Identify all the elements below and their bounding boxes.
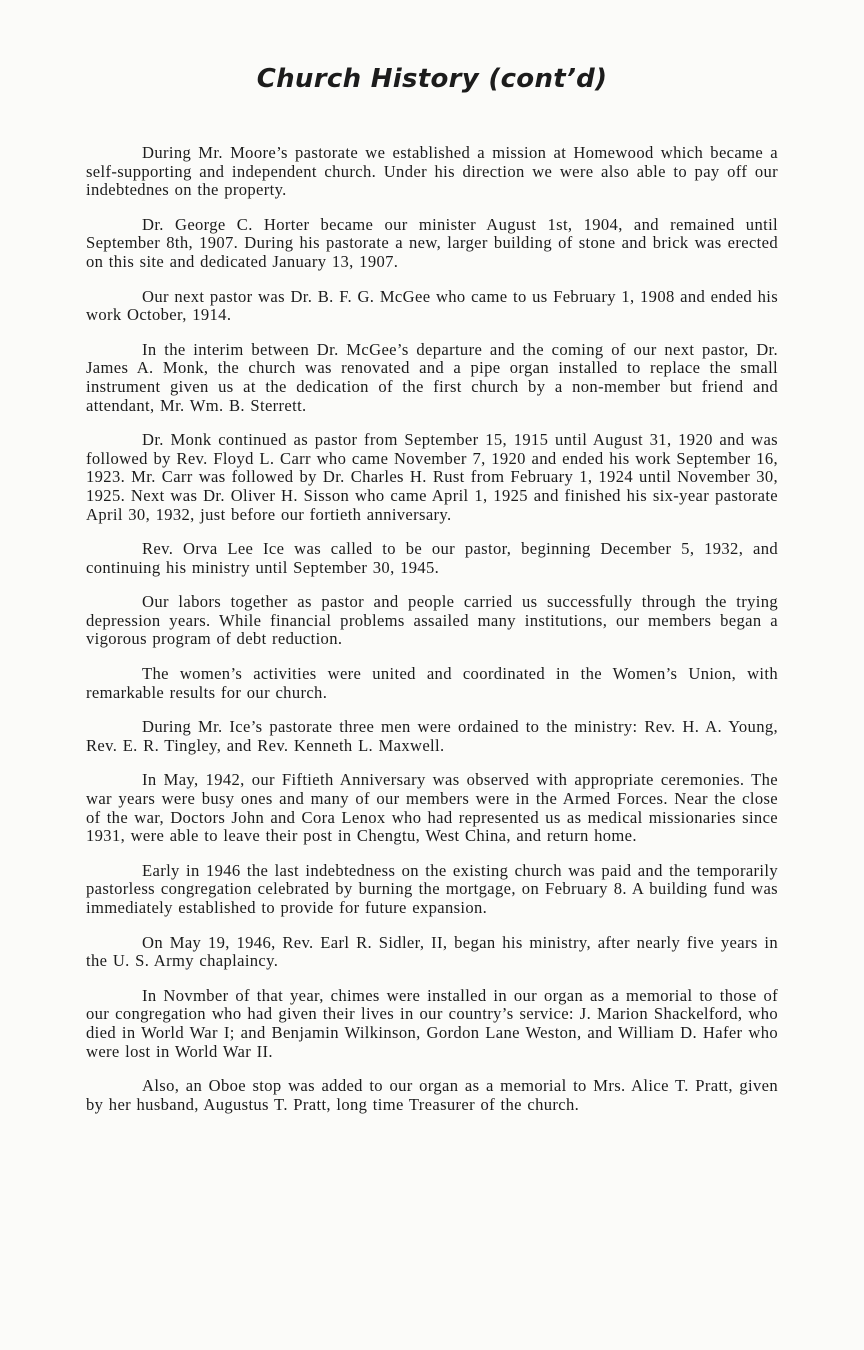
paragraph-fiftieth-anniversary: In May, 1942, our Fiftieth Anniversary was observed with appropriate ceremonies. The war years were busy ones and many of our members were in the Armed Forces. Near the close of the war, Doctors John and Cora Lenox who had represented us as medical missionaries since 1931, were able to leave their post in Chengtu, West China, and return home. — [86, 770, 778, 846]
paragraph-womens-union: The women’s activities were united and coordinated in the Women’s Union, with remarkable results for our church. — [86, 664, 778, 702]
page-title: Church History (cont’d) — [256, 64, 608, 94]
paragraph-monk-carr-rust-sisson: Dr. Monk continued as pastor from September 15, 1915 until August 31, 1920 and was followed by Rev. Floyd L. Carr who came November 7, 1920 and ended his work September 16, 1923. Mr. Carr was followed by Dr. Charles H. Rust from February 1, 1924 until November 30, 1925. Next was Dr. Oliver H. Sisson who came April 1, 1925 and finished his six-year pastorate April 30, 1932, just before our fortieth anniversary. — [86, 430, 778, 524]
paragraph-horter: Dr. George C. Horter became our minister August 1st, 1904, and remained until September 8th, 1907. During his pastorate a new, larger building of stone and brick was erected on this site and dedicated January 13, 1907. — [86, 214, 778, 271]
paragraph-ice-called: Rev. Orva Lee Ice was called to be our pastor, beginning December 5, 1932, and continuing his ministry until September 30, 1945. — [86, 539, 778, 577]
paragraph-mission-homewood: During Mr. Moore’s pastorate we established a mission at Homewood which became a self-supporting and independent church. Under his direction we were also able to pay off our indebtednes on the property. — [86, 143, 778, 200]
paragraph-interim-organ: In the interim between Dr. McGee’s departure and the coming of our next pastor, Dr. James A. Monk, the church was renovated and a pipe organ installed to replace the small instrument given us at the dedication of the first church by a non-member but friend and attendant, Mr. Wm. B. Sterrett. — [86, 339, 778, 415]
paragraph-mcgee: Our next pastor was Dr. B. F. G. McGee who came to us February 1, 1908 and ended his work October, 1914. — [86, 286, 778, 325]
history-text — [86, 144, 778, 1130]
paragraph-depression-years: Our labors together as pastor and people carried us successfully through the trying depression years. While financial problems assailed many institutions, our members began a vigorous program of debt reduction. — [86, 592, 778, 649]
paragraph-mortgage-burning: Early in 1946 the last indebtedness on the existing church was paid and the temporarily pastorless congregation celebrated by burning the mortgage, on February 8. A building fund was immediately established to provide for future expansion. — [86, 860, 778, 917]
paragraph-ordinations: During Mr. Ice’s pastorate three men were ordained to the ministry: Rev. H. A. Young, Rev. E. R. Tingley, and Rev. Kenneth L. Maxwell. — [86, 717, 778, 755]
paragraph-sidler: On May 19, 1946, Rev. Earl R. Sidler, II, began his ministry, after nearly five years in the U. S. Army chaplaincy. — [86, 932, 778, 971]
paragraph-oboe-stop: Also, an Oboe stop was added to our organ as a memorial to Mrs. Alice T. Pratt, given by her husband, Augustus T. Pratt, long time Treasurer of the church. — [86, 1076, 778, 1114]
paragraph-chimes-memorial: In Novmber of that year, chimes were installed in our organ as a memorial to those of our congregation who had given their lives in our country’s service: J. Marion Shackelford, who died in World War I; and Benjamin Wilkinson, Gordon Lane Weston, and William D. Hafer who were lost in World War II. — [86, 985, 778, 1061]
